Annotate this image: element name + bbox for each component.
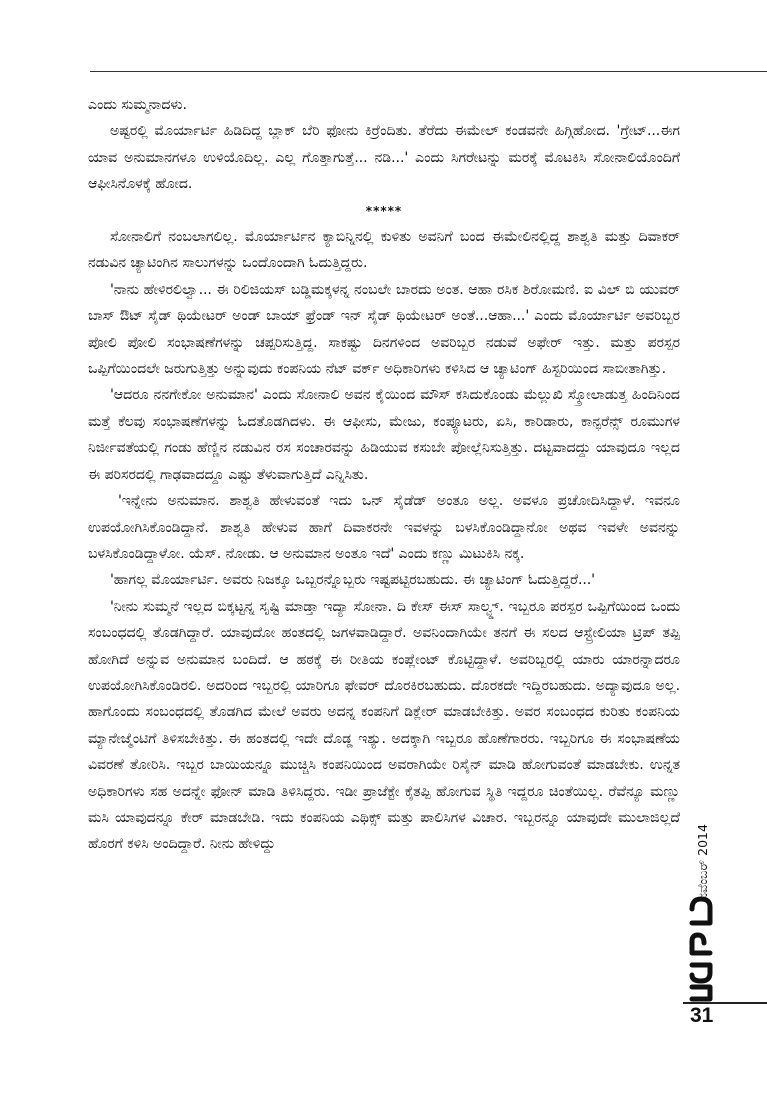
- paragraph-5: 'ಆದರೂ ನನಗೇಕೋ ಅನುಮಾನ' ಎಂದು ಸೋನಾಲಿ ಅವನ ಕೈಯಿಂದ ಮೌಸ್ ಕಸಿದುಕೊಂಡು ಮೆಲ್ಲುಖಿ ಸ್ಕ್ರೋಲಾಡುತ್ತ ಹಿಂದಿನಿಂದ ಮತ್ತೆ ಕೆಲವು ಸಂಭಾಷಣೆಗಳನ್ನು ಓದತೊಡಗಿದಳು. ಈ ಆಫೀಸು, ಮೇಜು, ಕಂಪ್ಯೂಟರು, ಏಸಿ, ಕಾರಿಡಾರು, ಕಾನ್ಫರೆನ್ಸ್ ರೂಮುಗಳ ನಿರ್ಜೀವತೆಯಲ್ಲಿ ಗಂಡು ಹೆಣ್ಣಿನ ನಡುವಿನ ರಸ ಸಂಚಾರವನ್ನು ಹಿಡಿಯುವ ಕಸುಬೇ ಪೋಲ್ಲೆನಿಸುತ್ತಿತ್ತು. ದಟ್ಟವಾದದ್ದು ಯಾವುದೂ ಇಲ್ಲದ ಈ ಪರಿಸರದಲ್ಲಿ ಗಾಢವಾದದ್ದೂ ಎಷ್ಟು ತೆಳುವಾಗುತ್ತಿದೆ ಎನ್ನಿಸಿತು.: [88, 387, 680, 483]
- magazine-logo: [684, 889, 718, 1005]
- article-body: [88, 92, 680, 858]
- section-separator: *****: [365, 203, 403, 218]
- page-number: 31: [690, 1004, 714, 1027]
- paragraph-1: ಎಂದು ಸುಮ್ಮನಾದಳು.: [88, 97, 187, 113]
- paragraph-3: ಸೋನಾಲಿಗೆ ನಂಬಲಾಗಲಿಲ್ಲ. ಮೊರ್ಯಾರ್ಟಿನ ಕ್ಯಾಬಿನ್ನಿನಲ್ಲಿ ಕುಳಿತು ಅವನಿಗೆ ಬಂದ ಈಮೇಲಿನಲ್ಲಿದ್ದ ಶಾಶ್ವತಿ ಮತ್ತು ದಿವಾಕರ್ ನಡುವಿನ ಚ್ಯಾಟಿಂಗಿನ ಸಾಲುಗಳನ್ನು ಒಂದೊಂದಾಗಿ ಓದುತ್ತಿದ್ದರು.: [88, 229, 680, 272]
- paragraph-2: ಅಷ್ಟರಲ್ಲಿ ಮೊರ್ಯಾರ್ಟಿ ಹಿಡಿದಿದ್ದ ಬ್ಲಾಕ್ ಬೆರಿ ಫೋನು ಕಿರ್ರೆಂದಿತು. ತೆರೆದು ಈಮೇಲ್ ಕಂಡವನೇ ಹಿಗ್ಗಿಹೋದ. 'ಗ್ರೇಟ್...ಈಗ ಯಾವ ಅನುಮಾನಗಳೂ ಉಳಿಯೊದಿಲ್ಲ. ಎಲ್ಲ ಗೊತ್ತಾಗುತ್ತೆ... ನಡಿ...' ಎಂದು ಸಿಗರೇಟನ್ನು ಮರಕ್ಕೆ ಮೊಟಕಿಸಿ ಸೋನಾಲಿಯೊಂದಿಗೆ ಆಫೀಸಿನೊಳಕ್ಕೆ ಹೋದ.: [88, 123, 680, 193]
- issue-date: ನವೆಂಬರ್ 2014: [695, 824, 710, 900]
- header-rule: [90, 71, 767, 72]
- paragraph-7: 'ಹಾಗಲ್ಲ ಮೊರ್ಯಾರ್ಟಿ. ಅವರು ನಿಜಕ್ಕೂ ಒಬ್ಬರನ್ನೊಬ್ಬರು ಇಷ್ಟಪಟ್ಟಿರಬಹುದು. ಈ ಚ್ಯಾಟಿಂಗ್ ಓದುತ್ತಿದ್ದರೆ...': [110, 572, 595, 589]
- paragraph-4: 'ನಾನು ಹೇಳಿರಲಿಲ್ವಾ... ಈ ರಿಲಿಜಿಯಸ್ ಬಡ್ಡಿಮಕ್ಕಳನ್ನ ನಂಬಲೇ ಬಾರದು ಅಂತ. ಆಹಾ ರಸಿಕ ಶಿರೋಮಣಿ. ಐ ವಿಲ್ ಬಿ ಯುವರ್ ಬಾಸ್ ಔಟ್ ಸೈಡ್ ಥಿಯೇಟರ್ ಅಂಡ್ ಬಾಯ್ ಫ್ರೆಂಡ್ ಇನ್ ಸೈಡ್ ಥಿಯೇಟರ್ ಅಂತೆ...ಆಹಾ...' ಎಂದು ಮೊರ್ಯಾರ್ಟಿ ಅವರಿಬ್ಬರ ಪೋಲಿ ಪೋಲಿ ಸಂಭಾಷಣೆಗಳನ್ನು ಚಪ್ಪರಿಸುತ್ತಿದ್ದ. ಸಾಕಷ್ಟು ದಿನಗಳಿಂದ ಅವರಿಬ್ಬರ ನಡುವೆ ಅಫೇರ್ ಇತ್ತು. ಮತ್ತು ಪರಸ್ಪರ ಒಪ್ಪಿಗೆಯಿಂದಲೇ ಜರುಗುತ್ತಿತ್ತು ಅನ್ನುವುದು ಕಂಪನಿಯ ನೆಟ್ ವರ್ಕ್ ಅಧಿಕಾರಿಗಳು ಕಳಿಸಿದ ಆ ಚ್ಯಾಟಿಂಗ್ ಹಿಸ್ಟರಿಯಿಂದ ಸಾಬೀತಾಗಿತ್ತು.: [88, 281, 680, 378]
- paragraph-6: 'ಇನ್ನೇನು ಅನುಮಾನ. ಶಾಶ್ವತಿ ಹೇಳುವಂತೆ ಇದು ಒನ್ ಸೈಡೆಡ್ ಅಂತೂ ಅಲ್ಲ. ಅವಳೂ ಪ್ರಚೋದಿಸಿದ್ದಾಳೆ. ಇವನೂ ಉಪಯೋಗಿಸಿಕೊಂಡಿದ್ದಾನೆ. ಶಾಶ್ವತಿ ಹೇಳುವ ಹಾಗೆ ದಿವಾಕರನೇ ಇವಳನ್ನು ಬಳಸಿಕೊಂಡಿದ್ದಾನೋ ಅಥವ ಇವಳೇ ಅವನನ್ನು ಬಳಸಿಕೊಂಡಿದ್ದಾಳೋ. ಯೆಸ್. ನೋಡು. ಆ ಅನುಮಾನ ಅಂತೂ ಇದೆ' ಎಂದು ಕಣ್ಣು ಮಿಟುಕಿಸಿ ನಕ್ಕ.: [88, 493, 680, 562]
- paragraph-8: 'ನೀನು ಸುಮ್ಮನೆ ಇಲ್ಲದ ಬಿಕ್ಕಟ್ಟನ್ನ ಸೃಷ್ಟಿ ಮಾಡ್ತಾ ಇದ್ಯಾ ಸೋನಾ. ದಿ ಕೇಸ್ ಈಸ್ ಸಾಲ್ವ್ಡ್. ಇಬ್ಬರೂ ಪರಸ್ಪರ ಒಪ್ಪಿಗೆಯಿಂದ ಒಂದು ಸಂಬಂಧದಲ್ಲಿ ತೊಡಗಿದ್ದಾರೆ. ಯಾವುದೋ ಹಂತದಲ್ಲಿ ಜಗಳವಾಡಿದ್ದಾರೆ. ಅವನಿಂದಾಗಿಯೇ ತನಗೆ ಈ ಸಲದ ಆಸ್ಟ್ರೇಲಿಯಾ ಟ್ರಿಪ್ ತಪ್ಪಿ ಹೋಗಿದೆ ಅನ್ನುವ ಅನುಮಾನ ಬಂದಿದೆ. ಆ ಹಠಕ್ಕೆ ಈ ರೀತಿಯ ಕಂಪ್ಲೇಂಟ್ ಕೊಟ್ಟಿದ್ದಾಳೆ. ಅವರಿಬ್ಬರಲ್ಲಿ ಯಾರು ಯಾರನ್ನಾದರೂ ಉಪಯೋಗಿಸಿಕೊಂಡಿರಲಿ. ಅದರಿಂದ ಇಬ್ಬರಲ್ಲಿ ಯಾರಿಗೂ ಫೇವರ್ ದೊರಕಿರಬಹುದು. ದೊರಕದೇ ಇದ್ದಿರಬಹುದು. ಅದ್ಯಾವುದೂ ಅಲ್ಲ. ಹಾಗೊಂದು ಸಂಬಂಧದಲ್ಲಿ ತೊಡಗಿದ ಮೇಲೆ ಅವರು ಅದನ್ನ ಕಂಪನಿಗೆ ಡಿಕ್ಲೇರ್ ಮಾಡಬೇಕಿತ್ತು. ಅವರ ಸಂಬಂಧದ ಕುರಿತು ಕಂಪನಿಯ ಮ್ಯಾನೇಜ್ಮೆಂಟಿಗೆ ತಿಳಿಸಬೇಕಿತ್ತು. ಈ ಹಂತದಲ್ಲಿ ಇದೇ ದೊಡ್ಡ ಇಶ್ಯು. ಅದಕ್ಕಾಗಿ ಇಬ್ಬರೂ ಹೊಣೆಗಾರರು. ಇಬ್ಬರಿಗೂ ಈ ಸಂಭಾಷಣೆಯ ವಿವರಣೆ ತೋರಿಸಿ. ಇಬ್ಬರ ಬಾಯಿಯನ್ನೂ ಮುಚ್ಚಿಸಿ ಕಂಪನಿಯಿಂದ ಅವರಾಗಿಯೇ ರಿಸೈನ್ ಮಾಡಿ ಹೋಗುವಂತೆ ಮಾಡಬೇಕು. ಉನ್ನತ ಅಧಿಕಾರಿಗಳು ಸಹ ಅದನ್ನೇ ಫೋನ್ ಮಾಡಿ ತಿಳಿಸಿದ್ದರು. ಇಡೀ ಪ್ರಾಜೆಕ್ಟೇ ಕೈತಪ್ಪಿ ಹೋಗುವ ಸ್ಥಿತಿ ಇದ್ದರೂ ಚಿಂತೆಯಿಲ್ಲ. ರೆವೆನ್ಯೂ ಮಣ್ಣು ಮಸಿ ಯಾವುದನ್ನೂ ಕೇರ್ ಮಾಡಬೇಡಿ. ಇದು ಕಂಪನಿಯ ಎಥಿಕ್ಸ್ ಮತ್ತು ಪಾಲಿಸಿಗಳ ವಿಚಾರ. ಇಬ್ಬರನ್ನೂ ಯಾವುದೇ ಮುಲಾಜಿಲ್ಲದೆ ಹೊರಗೆ ಕಳಿಸಿ ಅಂದಿದ್ದಾರೆ. ನೀನು ಹೇಳಿದ್ದು: [88, 598, 680, 853]
